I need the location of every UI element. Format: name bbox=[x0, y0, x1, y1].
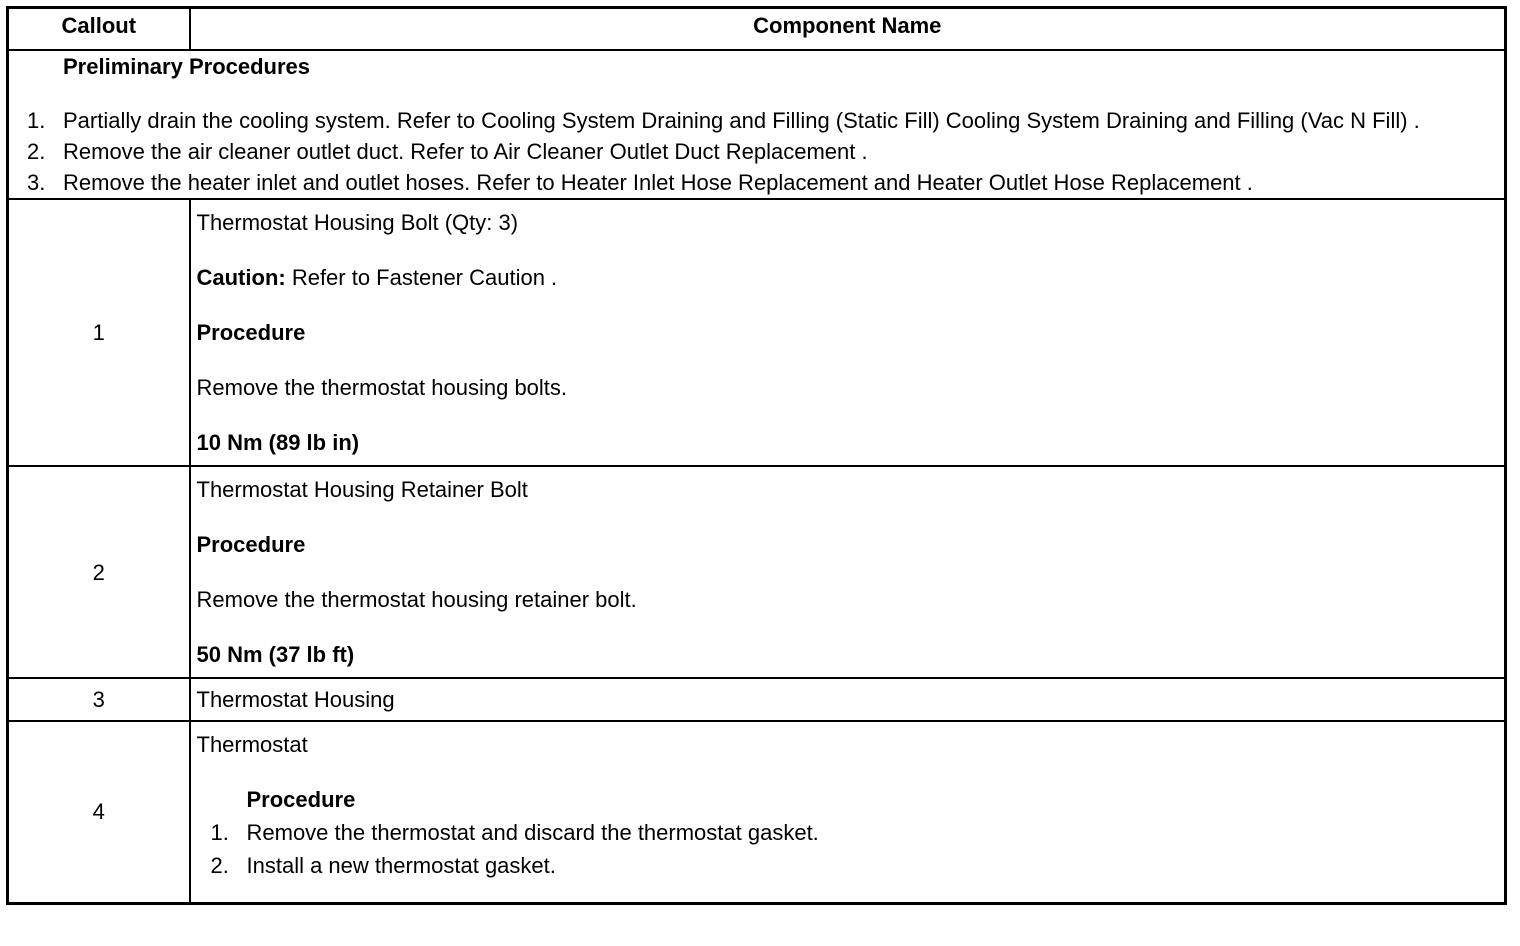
component-name: Thermostat Housing Bolt (Qty: 3) bbox=[196, 210, 519, 235]
procedure-instruction: Remove the thermostat housing bolts. bbox=[196, 375, 568, 400]
callout-cell: 3 bbox=[8, 678, 190, 721]
table-header-row bbox=[8, 8, 1506, 51]
step-number: 2. bbox=[210, 853, 229, 878]
table-row bbox=[8, 466, 1506, 678]
preliminary-procedures-cell bbox=[8, 50, 1506, 199]
step-text: Partially drain the cooling system. Refer to Cooling System Draining and Filling (Static Fill) Cooling System Draining and Filling (Vac N Fill) . bbox=[63, 108, 1420, 133]
procedure-label: Procedure bbox=[246, 787, 356, 812]
preliminary-procedures-row bbox=[8, 50, 1506, 199]
component-cell bbox=[190, 466, 1506, 678]
step-number: 3. bbox=[27, 170, 46, 195]
step-number: 1. bbox=[27, 108, 46, 133]
caution-label: Caution: bbox=[196, 265, 286, 290]
component-cell bbox=[190, 678, 1506, 721]
component-name: Thermostat Housing bbox=[196, 687, 395, 712]
step-text: Remove the air cleaner outlet duct. Refer to Air Cleaner Outlet Duct Replacement . bbox=[63, 139, 868, 164]
procedure-steps-list bbox=[197, 816, 1497, 882]
step-text: Install a new thermostat gasket. bbox=[246, 853, 556, 878]
list-item bbox=[9, 167, 1504, 198]
table-row bbox=[8, 199, 1506, 466]
preliminary-steps-list bbox=[9, 105, 1504, 198]
torque-spec: 50 Nm (37 lb ft) bbox=[196, 642, 355, 667]
torque-spec: 10 Nm (89 lb in) bbox=[196, 430, 360, 455]
procedure-label: Procedure bbox=[196, 320, 306, 345]
preliminary-procedures-title: Preliminary Procedures bbox=[63, 54, 311, 79]
procedure-table bbox=[6, 6, 1507, 905]
callout-cell: 4 bbox=[8, 721, 190, 903]
list-item bbox=[197, 849, 1497, 882]
callout-column-header: Callout bbox=[8, 8, 190, 51]
callout-cell: 1 bbox=[8, 199, 190, 466]
step-number: 1. bbox=[210, 820, 229, 845]
step-number: 2. bbox=[27, 139, 46, 164]
table-row bbox=[8, 678, 1506, 721]
list-item bbox=[9, 105, 1504, 136]
step-text: Remove the thermostat and discard the thermostat gasket. bbox=[246, 820, 819, 845]
caution-note bbox=[197, 261, 1497, 294]
component-cell bbox=[190, 721, 1506, 903]
caution-text: Refer to Fastener Caution . bbox=[285, 265, 558, 290]
component-name-column-header: Component Name bbox=[190, 8, 1506, 51]
list-item bbox=[9, 136, 1504, 167]
component-cell bbox=[190, 199, 1506, 466]
table-row bbox=[8, 721, 1506, 903]
procedure-label: Procedure bbox=[196, 532, 306, 557]
step-text: Remove the heater inlet and outlet hoses. Refer to Heater Inlet Hose Replacement and Heater Outlet Hose Replacement . bbox=[63, 170, 1253, 195]
list-item bbox=[197, 816, 1497, 849]
component-name: Thermostat bbox=[196, 732, 308, 757]
procedure-instruction: Remove the thermostat housing retainer bolt. bbox=[196, 587, 637, 612]
callout-cell: 2 bbox=[8, 466, 190, 678]
component-name: Thermostat Housing Retainer Bolt bbox=[196, 477, 528, 502]
